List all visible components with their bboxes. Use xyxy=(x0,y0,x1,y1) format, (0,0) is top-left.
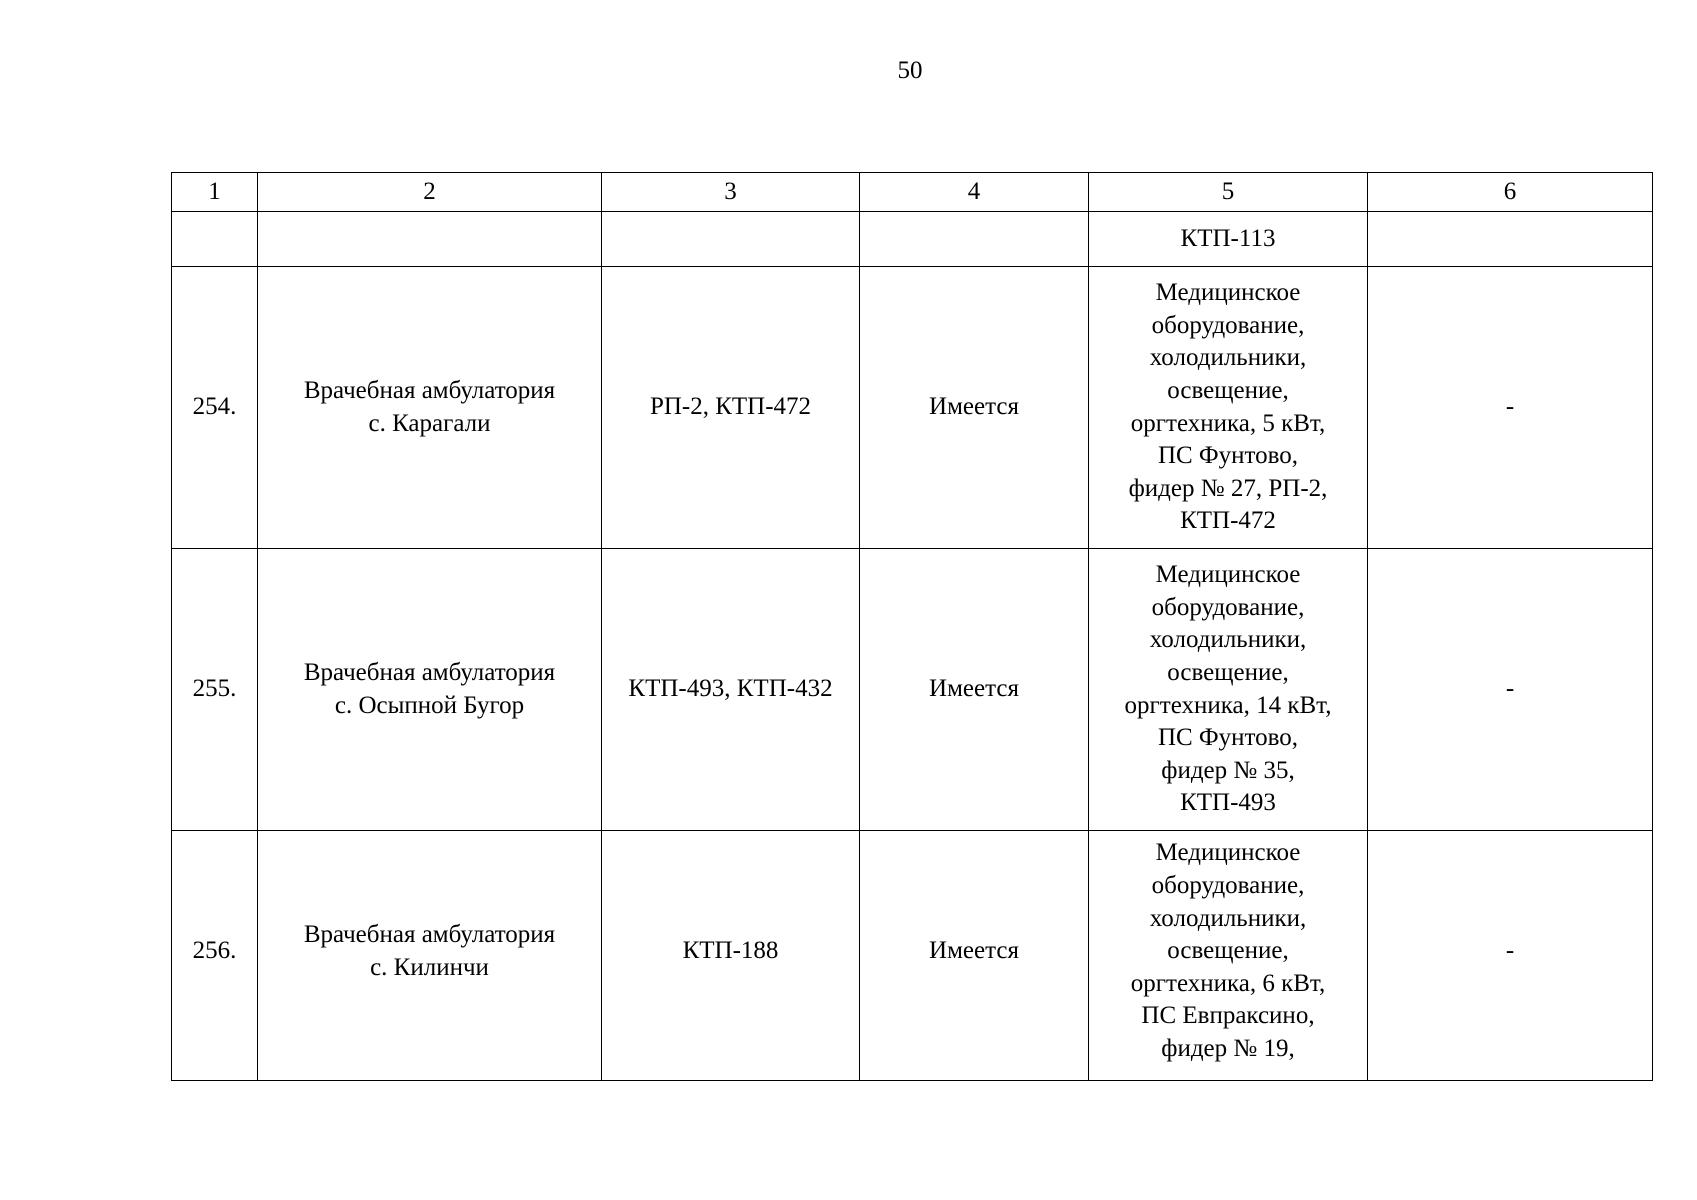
availability-status: Имеется xyxy=(860,831,1089,1081)
substations: КТП-188 xyxy=(602,831,860,1081)
header-cell-5: 5 xyxy=(1089,173,1368,212)
table-row xyxy=(172,267,1653,549)
row-number: 255. xyxy=(172,549,258,831)
facility-name: Врачебная амбулатория с. Килинчи xyxy=(258,831,602,1081)
header-cell-4: 4 xyxy=(860,173,1089,212)
availability-status: Имеется xyxy=(860,549,1089,831)
equipment-description: Медицинское оборудование, холодильники, освещение, оргтехника, 6 кВт, ПС Евпраксино, фидер № 19, xyxy=(1089,831,1368,1081)
table-header-row xyxy=(172,173,1653,212)
note: - xyxy=(1368,267,1653,549)
data-table xyxy=(171,172,1653,1081)
table-cell xyxy=(1368,212,1653,267)
table-row-continuation xyxy=(172,212,1653,267)
page-number: 50 xyxy=(897,57,923,84)
table-cell xyxy=(172,212,258,267)
row-number: 256. xyxy=(172,831,258,1081)
availability-status: Имеется xyxy=(860,267,1089,549)
substations: КТП-493, КТП-432 xyxy=(602,549,860,831)
table-cell xyxy=(258,212,602,267)
table-cell-equipment: КТП-113 xyxy=(1089,212,1368,267)
row-number: 254. xyxy=(172,267,258,549)
table-row xyxy=(172,549,1653,831)
header-cell-1: 1 xyxy=(172,173,258,212)
facility-name: Врачебная амбулатория с. Осыпной Бугор xyxy=(258,549,602,831)
header-cell-3: 3 xyxy=(602,173,860,212)
header-cell-2: 2 xyxy=(258,173,602,212)
table-cell xyxy=(602,212,860,267)
note: - xyxy=(1368,831,1653,1081)
substations: РП-2, КТП-472 xyxy=(602,267,860,549)
facility-name: Врачебная амбулатория с. Карагали xyxy=(258,267,602,549)
note: - xyxy=(1368,549,1653,831)
header-cell-6: 6 xyxy=(1368,173,1653,212)
table-cell xyxy=(860,212,1089,267)
equipment-description: Медицинское оборудование, холодильники, освещение, оргтехника, 5 кВт, ПС Фунтово, фидер № 27, РП-2, КТП-472 xyxy=(1089,267,1368,549)
equipment-description: Медицинское оборудование, холодильники, освещение, оргтехника, 14 кВт, ПС Фунтово, фидер № 35, КТП-493 xyxy=(1089,549,1368,831)
table-row xyxy=(172,831,1653,1081)
